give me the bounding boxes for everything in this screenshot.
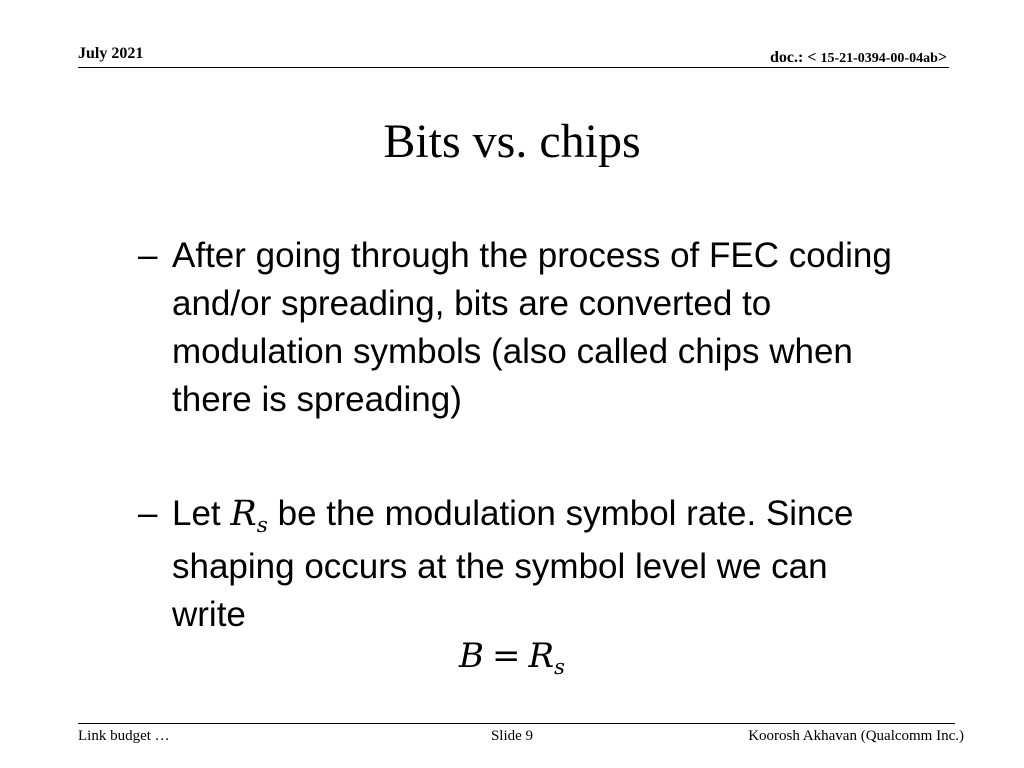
footer-topic: Link budget … — [78, 728, 170, 744]
equation-rhs: R — [528, 636, 555, 676]
bullet-marker: – — [138, 236, 158, 275]
header-doc-id — [770, 49, 947, 67]
slide-number: Slide 9 — [490, 728, 534, 744]
bullet-item — [138, 490, 898, 639]
symbol-rate-variable — [230, 494, 268, 538]
header-date: July 2021 — [78, 45, 144, 62]
math-symbol: R — [230, 494, 257, 534]
footer-divider — [78, 723, 955, 724]
equation-rhs-subscript: s — [554, 653, 565, 679]
bullet-text: After going through the process of FEC coding and/or spreading, bits are converted to modulation symbols (also called chips when there is spreading) — [172, 236, 892, 419]
footer-author: Koorosh Akhavan (Qualcomm Inc.) — [748, 728, 964, 744]
bullet-suffix: be the modulation symbol rate. Since shaping occurs at the symbol level we can write — [172, 494, 854, 634]
bullet-item — [138, 232, 898, 424]
doc-number: 15-21-0394-00-04ab — [820, 51, 938, 66]
bullet-text — [138, 490, 898, 639]
bullet-prefix: Let — [172, 494, 231, 533]
equation-lhs: B — [459, 636, 485, 676]
doc-label: doc.: < — [769, 49, 817, 66]
slide-title: Bits vs. chips — [383, 115, 641, 168]
math-subscript: s — [256, 512, 268, 538]
equation-operator: = — [492, 636, 521, 676]
bullet-marker: – — [138, 494, 158, 533]
header-divider — [78, 67, 949, 68]
doc-close: > — [937, 49, 947, 66]
equation — [0, 632, 1024, 684]
